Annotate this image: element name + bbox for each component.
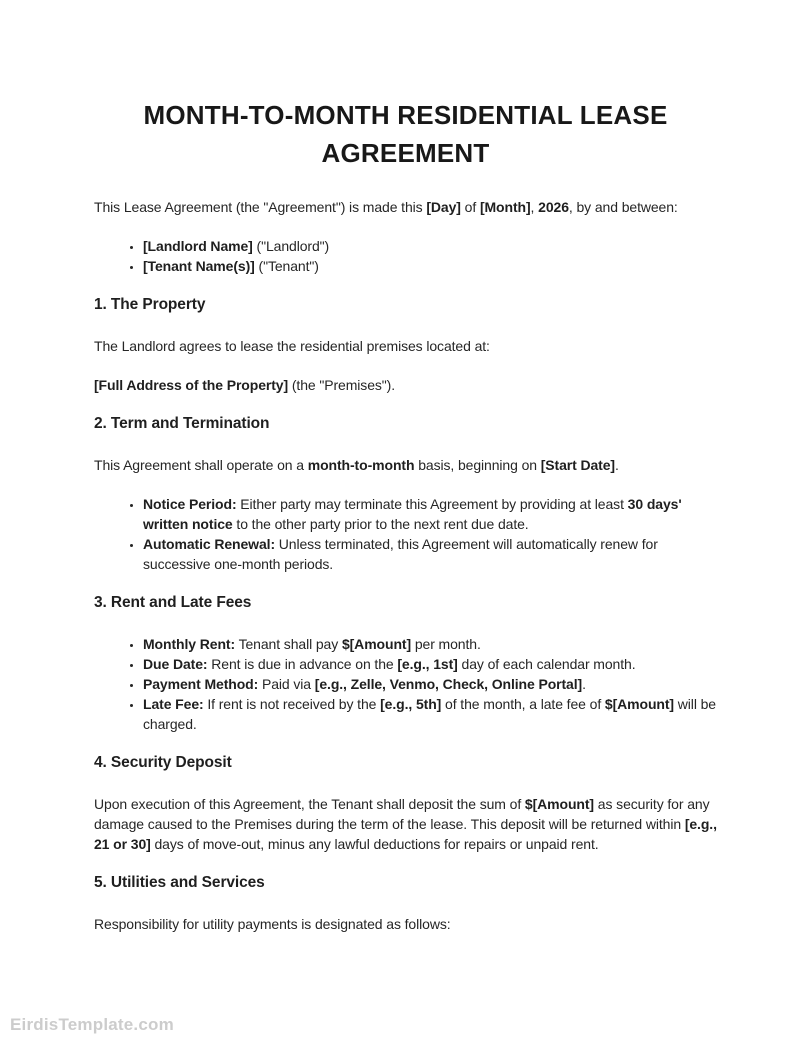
text-run: Unless terminated, this Agreement will automatically renew for successive one-month periods. xyxy=(143,536,658,572)
paragraph xyxy=(94,794,717,854)
section-heading: 1. The Property xyxy=(94,296,206,313)
text-run: will be charged. xyxy=(143,696,716,732)
section-heading: 3. Rent and Late Fees xyxy=(94,594,252,611)
placeholder-field: $[Amount] xyxy=(341,636,412,652)
placeholder-field: Notice Period: xyxy=(143,496,237,512)
placeholder-field: [Full Address of the Property] xyxy=(94,377,289,393)
watermark-text: EirdisTemplate.com xyxy=(10,1015,174,1034)
parties-list xyxy=(94,236,717,276)
text-run: If rent is not received by the xyxy=(203,696,381,712)
term-bullets-list xyxy=(94,494,717,574)
placeholder-field: [Day] xyxy=(426,199,461,215)
placeholder-field: [e.g., 1st] xyxy=(397,656,458,672)
bullet-item xyxy=(143,694,717,734)
placeholder-field: [Tenant Name(s)] xyxy=(143,258,255,274)
placeholder-field: [Start Date] xyxy=(540,457,615,473)
section-term-and-termination xyxy=(94,414,717,574)
placeholder-field: $[Amount] xyxy=(524,796,594,812)
placeholder-field: Payment Method: xyxy=(143,676,259,692)
section-utilities-and-services xyxy=(94,873,717,934)
text-run: (the "Premises"). xyxy=(288,377,396,393)
rent-bullets-list xyxy=(94,634,717,734)
section-heading: 2. Term and Termination xyxy=(94,415,270,432)
placeholder-field: Late Fee: xyxy=(143,696,204,712)
text-run: , by and between: xyxy=(568,199,678,215)
placeholder-field: [e.g., Zelle, Venmo, Check, Online Portal] xyxy=(314,676,583,692)
text-run: The Landlord agrees to lease the residential premises located at: xyxy=(94,338,490,354)
bullet-item xyxy=(143,494,717,534)
placeholder-field: $[Amount] xyxy=(604,696,674,712)
bullet-item xyxy=(143,534,717,574)
text-run: Rent is due in advance on the xyxy=(207,656,398,672)
placeholder-field: Due Date: xyxy=(143,656,208,672)
section-heading: 4. Security Deposit xyxy=(94,754,232,771)
text-run: to the other party prior to the next rent due date. xyxy=(232,516,529,532)
text-run: of xyxy=(460,199,480,215)
section-the-property xyxy=(94,295,717,395)
text-run: This Lease Agreement (the "Agreement") is made this xyxy=(94,199,427,215)
bullet-item xyxy=(143,256,717,276)
paragraph xyxy=(94,375,717,395)
bullet-item xyxy=(143,654,717,674)
paragraph xyxy=(94,336,717,356)
text-run: of the month, a late fee of xyxy=(441,696,605,712)
text-run: days of move-out, minus any lawful deductions for repairs or unpaid rent. xyxy=(150,836,599,852)
placeholder-field: 2026 xyxy=(538,199,569,215)
bullet-item xyxy=(143,634,717,654)
text-run: Responsibility for utility payments is designated as follows: xyxy=(94,916,451,932)
text-run: This Agreement shall operate on a xyxy=(94,457,308,473)
bullet-item xyxy=(143,674,717,694)
placeholder-field: [Month] xyxy=(479,199,531,215)
text-run: per month. xyxy=(411,636,481,652)
intro-paragraph xyxy=(94,197,717,217)
bullet-item xyxy=(143,236,717,256)
text-run: as security for any damage caused to the Premises during the term of the lease. This deposit will be returned within xyxy=(94,796,710,832)
placeholder-field: [Landlord Name] xyxy=(143,238,253,254)
text-run: ("Landlord") xyxy=(252,238,330,254)
section-security-deposit xyxy=(94,753,717,854)
text-run: Paid via xyxy=(258,676,315,692)
paragraph xyxy=(94,914,717,934)
text-run: Upon execution of this Agreement, the Tenant shall deposit the sum of xyxy=(94,796,525,812)
text-run: Tenant shall pay xyxy=(235,636,342,652)
text-run: . xyxy=(582,676,586,692)
placeholder-field: month-to-month xyxy=(307,457,415,473)
placeholder-field: 30 days' written notice xyxy=(143,496,682,532)
text-run: Either party may terminate this Agreement by providing at least xyxy=(236,496,628,512)
text-run: . xyxy=(615,457,619,473)
placeholder-field: [e.g., 21 or 30] xyxy=(94,816,717,852)
placeholder-field: Monthly Rent: xyxy=(143,636,236,652)
section-rent-and-late-fees xyxy=(94,593,717,734)
text-run: day of each calendar month. xyxy=(457,656,636,672)
placeholder-field: [e.g., 5th] xyxy=(380,696,442,712)
document-title: MONTH-TO-MONTH RESIDENTIAL LEASE AGREEMENT xyxy=(143,100,668,168)
text-run: , xyxy=(530,199,539,215)
text-run: basis, beginning on xyxy=(414,457,541,473)
text-run: ("Tenant") xyxy=(254,258,319,274)
section-heading: 5. Utilities and Services xyxy=(94,874,265,891)
placeholder-field: Automatic Renewal: xyxy=(143,536,275,552)
paragraph xyxy=(94,455,717,475)
